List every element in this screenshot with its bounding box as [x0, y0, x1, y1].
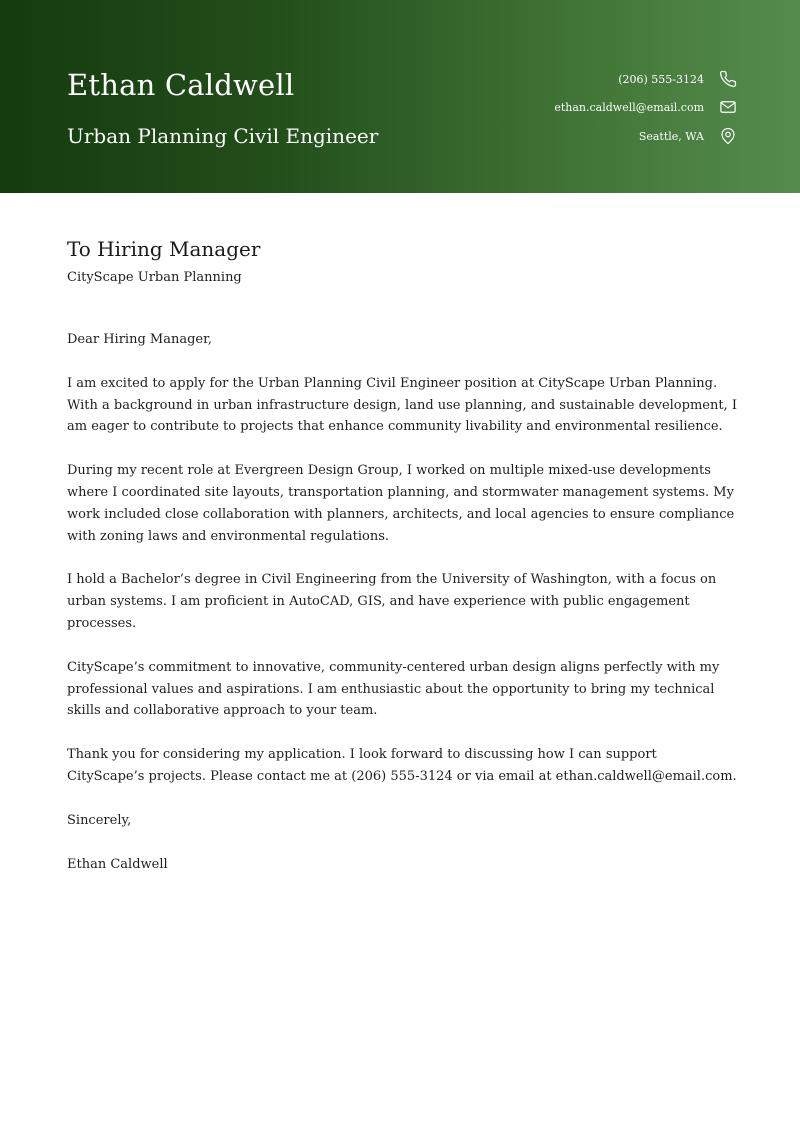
- recipient-company: CityScape Urban Planning: [67, 270, 242, 285]
- phone-text: (206) 555-3124: [618, 73, 704, 86]
- letter-body: [67, 329, 737, 897]
- letter-paragraph: During my recent role at Evergreen Design Group, I worked on multiple mixed-use developments where I coordinated site layouts, transportation planning, and stormwater management systems. My work included close collaboration with planners, architects, and local agencies to ensure compliance with zoning laws and environmental regulations.: [67, 463, 735, 544]
- contact-location: [639, 130, 712, 143]
- letter-closing: Sincerely,: [67, 812, 132, 828]
- phone-icon: [719, 70, 737, 88]
- letter-paragraph: Thank you for considering my application. I look forward to discussing how I can support CityScape’s projects. Please contact me at (206) 555-3124 or via email at ethan.caldwell@email.com.: [67, 747, 737, 784]
- letter-greeting: Dear Hiring Manager,: [67, 332, 213, 347]
- applicant-name: Ethan Caldwell: [67, 68, 295, 102]
- contact-phone: [618, 73, 712, 86]
- job-title: Urban Planning Civil Engineer: [67, 124, 379, 148]
- letter-paragraph: I hold a Bachelor’s degree in Civil Engineering from the University of Washington, with a focus on urban systems. I am proficient in AutoCAD, GIS, and have experience with public engagement processes.: [67, 572, 717, 631]
- letter-paragraph: I am excited to apply for the Urban Planning Civil Engineer position at CityScape Urban Planning. With a background in urban infrastructure design, land use planning, and sustainable development, I am eager to contribute to projects that enhance community livability and environmental resilience.: [67, 375, 737, 435]
- header-banner: [0, 0, 800, 193]
- envelope-icon: [719, 98, 737, 116]
- contact-email: [554, 101, 712, 114]
- recipient-heading: To Hiring Manager: [67, 237, 261, 261]
- letter-signature: Ethan Caldwell: [67, 856, 168, 872]
- map-pin-icon: [719, 127, 737, 145]
- letter-paragraph: CityScape’s commitment to innovative, community-centered urban design aligns perfectly with my professional values and aspirations. I am enthusiastic about the opportunity to bring my technical skills and collaborative approach to your team.: [67, 659, 720, 719]
- location-text: Seattle, WA: [638, 130, 704, 143]
- email-text: ethan.caldwell@email.com: [554, 101, 704, 114]
